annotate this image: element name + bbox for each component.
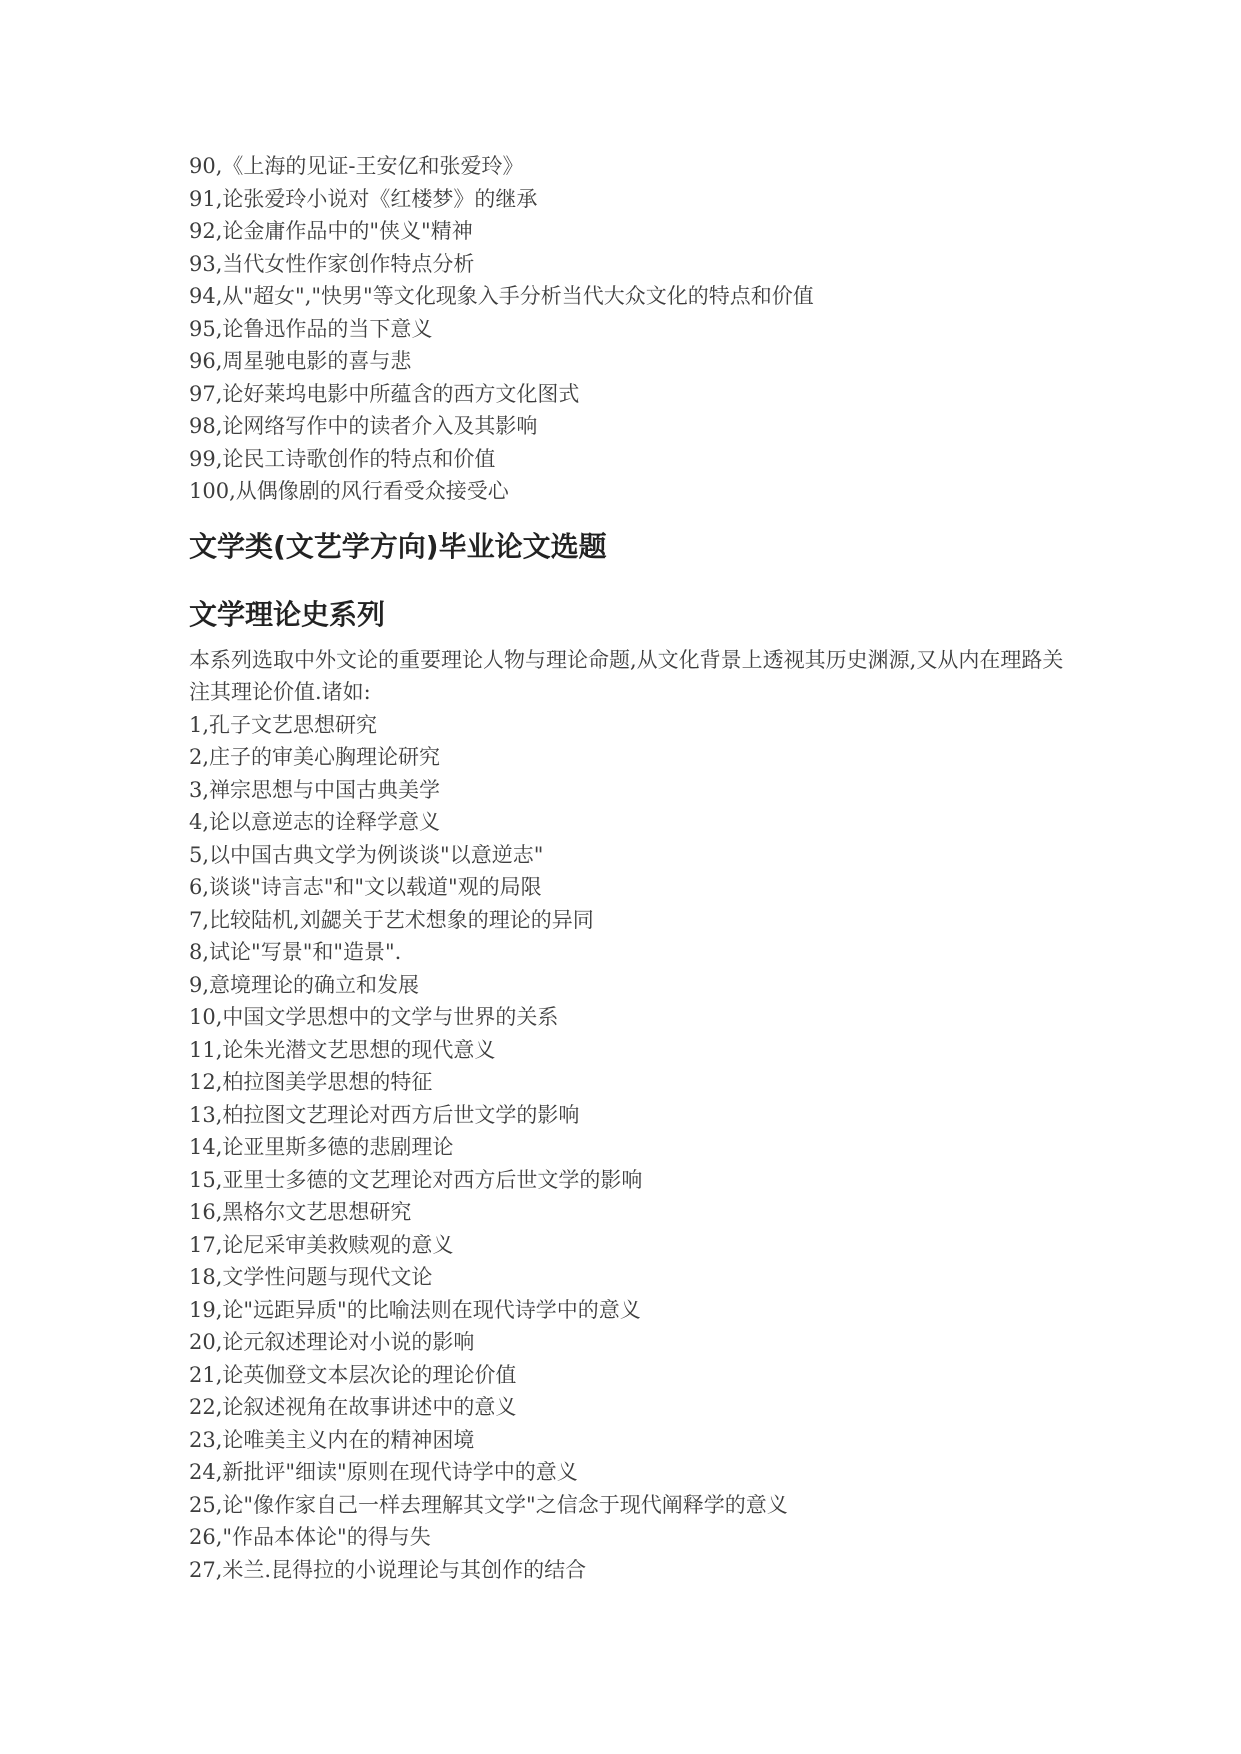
list-item: 27,米兰.昆得拉的小说理论与其创作的结合 (189, 1557, 587, 1582)
list-item: 7,比较陆机,刘勰关于艺术想象的理论的异同 (189, 907, 594, 932)
list-item: 97,论好莱坞电影中所蕴含的西方文化图式 (189, 381, 580, 406)
list-item: 99,论民工诗歌创作的特点和价值 (189, 446, 496, 471)
list-item: 6,谈谈"诗言志"和"文以载道"观的局限 (189, 875, 542, 899)
list-item: 90,《上海的见证-王安亿和张爱玲》 (189, 154, 524, 178)
list-item: 9,意境理论的确立和发展 (189, 972, 420, 997)
list-item: 93,当代女性作家创作特点分析 (189, 251, 475, 276)
list-item: 5,以中国古典文学为例谈谈"以意逆志" (189, 842, 544, 867)
list-item: 1,孔子文艺思想研究 (189, 712, 378, 737)
list-item: 17,论尼采审美救赎观的意义 (189, 1232, 454, 1257)
list-item: 13,柏拉图文艺理论对西方后世文学的影响 (189, 1102, 580, 1127)
list-item: 92,论金庸作品中的"侠义"精神 (189, 219, 473, 243)
list-item: 18,文学性问题与现代文论 (189, 1265, 433, 1289)
list-item: 3,禅宗思想与中国古典美学 (189, 777, 441, 802)
list-item: 8,试论"写景"和"造景". (189, 940, 402, 964)
list-item: 95,论鲁迅作品的当下意义 (189, 316, 433, 341)
topic-list (189, 709, 1089, 1587)
list-item: 22,论叙述视角在故事讲述中的意义 (189, 1395, 517, 1419)
list-item: 2,庄子的审美心胸理论研究 (189, 745, 441, 769)
list-item: 4,论以意逆志的诠释学意义 (189, 810, 441, 834)
list-item: 15,亚里士多德的文艺理论对西方后世文学的影响 (189, 1167, 643, 1192)
list-item: 91,论张爱玲小说对《红楼梦》的继承 (189, 186, 538, 211)
list-item: 21,论英伽登文本层次论的理论价值 (189, 1362, 517, 1387)
list-item: 23,论唯美主义内在的精神困境 (189, 1427, 475, 1452)
intro-paragraph: 本系列选取中外文论的重要理论人物与理论命题,从文化背景上透视其历史渊源,又从内在理路关注其理论价值.诸如: (189, 647, 1064, 704)
list-item: 100,从偶像剧的风行看受众接受心 (189, 479, 509, 503)
subsection-heading: 文学理论史系列 (189, 597, 386, 631)
list-item: 24,新批评"细读"原则在现代诗学中的意义 (189, 1460, 578, 1484)
list-item: 12,柏拉图美学思想的特征 (189, 1070, 433, 1094)
list-item: 20,论元叙述理论对小说的影响 (189, 1330, 475, 1354)
list-item: 94,从"超女","快男"等文化现象入手分析当代大众文化的特点和价值 (189, 284, 814, 308)
list-item: 14,论亚里斯多德的悲剧理论 (189, 1135, 454, 1159)
section-heading: 文学类(文艺学方向)毕业论文选题 (189, 529, 607, 563)
list-item: 96,周星驰电影的喜与悲 (189, 349, 412, 373)
list-item: 98,论网络写作中的读者介入及其影响 (189, 414, 538, 438)
topic-list-continued (189, 150, 1089, 508)
list-item: 10,中国文学思想中的文学与世界的关系 (189, 1005, 559, 1029)
list-item: 11,论朱光潜文艺思想的现代意义 (189, 1037, 496, 1062)
list-item: 25,论"像作家自己一样去理解其文学"之信念于现代阐释学的意义 (189, 1492, 788, 1517)
list-item: 19,论"远距异质"的比喻法则在现代诗学中的意义 (189, 1297, 641, 1322)
list-item: 26,"作品本体论"的得与失 (189, 1525, 431, 1549)
document-content (189, 150, 1089, 1586)
list-item: 16,黑格尔文艺思想研究 (189, 1200, 412, 1224)
